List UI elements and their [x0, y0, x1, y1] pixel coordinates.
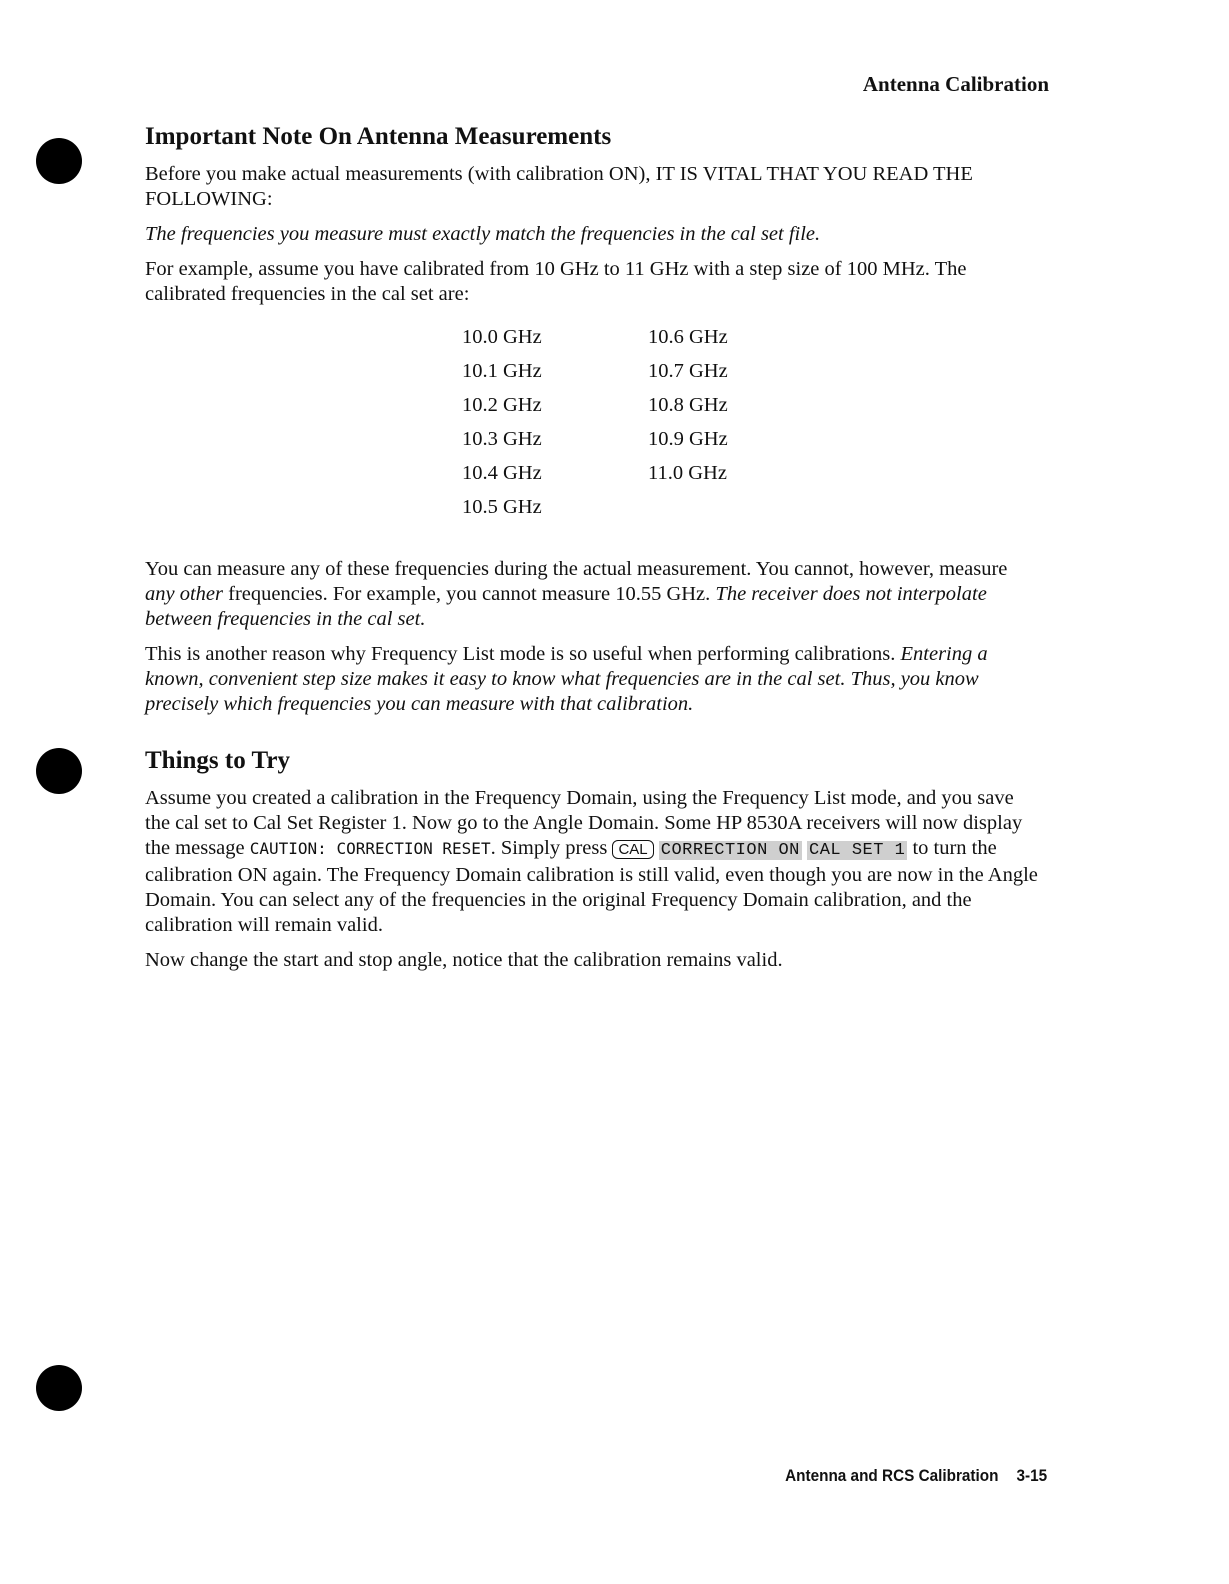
- emphasis-paragraph: The frequencies you measure must exactly match the frequencies in the cal set file.: [145, 223, 821, 245]
- section-important-note-continued: [145, 557, 1040, 717]
- text-run: You can measure any of these frequencies during the actual measurement. You cannot, however, measure: [145, 558, 1008, 580]
- text-run: to turn the calibration ON again. The Frequency Domain calibration is still valid, even though you are now in the Angle Domain. You can select any of the frequencies in the original Frequency Domain calibration, and the calibration will remain valid.: [145, 837, 1038, 936]
- text-run: . Simply press: [490, 837, 613, 859]
- running-header: Antenna Calibration: [862, 72, 1049, 96]
- paragraph: Now change the start and stop angle, notice that the calibration remains valid.: [145, 949, 783, 971]
- cal-set-1-softkey: CAL SET 1: [809, 841, 906, 860]
- binder-hole: [36, 138, 82, 184]
- paragraph: [145, 642, 1040, 717]
- text-run: Assume you created a calibration in the Frequency Domain, using the Frequency List mode, and you save the cal set to Cal Set Register 1. Now go to the Angle Domain. Some HP 8530A receivers will now display the message: [145, 787, 1023, 859]
- text-run: frequencies. For example, you cannot measure 10.55 GHz.: [223, 583, 716, 605]
- footer-title: Antenna and RCS Calibration: [785, 1466, 999, 1485]
- emphasis-text: Entering a known, convenient step size makes it easy to know what frequencies are in the cal set. Thus, you know precisely which frequencies you can measure with that calibration.: [145, 643, 988, 715]
- correction-on-softkey: CORRECTION ON: [660, 841, 800, 860]
- frequency-item: 10.0 GHz: [462, 326, 542, 348]
- frequency-column-2: [648, 325, 728, 495]
- frequency-item: 10.5 GHz: [462, 496, 542, 518]
- frequency-item: 10.2 GHz: [462, 394, 542, 416]
- emphasis-text: The receiver does not interpolate between frequencies in the cal set.: [145, 583, 987, 630]
- frequency-item: 10.1 GHz: [462, 360, 542, 382]
- section-important-note: [145, 122, 1040, 307]
- frequency-item: 10.8 GHz: [648, 394, 728, 416]
- text-run: This is another reason why Frequency List mode is so useful when performing calibrations.: [145, 643, 901, 665]
- emphasis-text: any other: [145, 583, 223, 605]
- section-heading: Important Note On Antenna Measurements: [145, 123, 612, 150]
- paragraph: [145, 557, 1040, 632]
- section-heading: Things to Try: [145, 747, 290, 774]
- page-number: 3-15: [1016, 1466, 1047, 1485]
- frequency-item: 10.4 GHz: [462, 462, 542, 484]
- frequency-item: 10.3 GHz: [462, 428, 542, 450]
- paragraph: Before you make actual measurements (with calibration ON), IT IS VITAL THAT YOU READ THE FOLLOWING:: [145, 163, 973, 210]
- paragraph: [145, 786, 1040, 938]
- display-message: CAUTION: CORRECTION RESET: [249, 839, 491, 858]
- frequency-item: 10.9 GHz: [648, 428, 728, 450]
- binder-hole: [36, 748, 82, 794]
- paragraph: For example, assume you have calibrated from 10 GHz to 11 GHz with a step size of 100 MHz. The calibrated frequencies in the cal set are:: [145, 258, 967, 305]
- frequency-item: 10.6 GHz: [648, 326, 728, 348]
- section-things-to-try: [145, 746, 1040, 973]
- frequency-item: 10.7 GHz: [648, 360, 728, 382]
- running-footer: [785, 1466, 1047, 1486]
- cal-hardkey: CAL: [612, 840, 653, 859]
- frequency-item: 11.0 GHz: [648, 462, 727, 484]
- binder-hole: [36, 1365, 82, 1411]
- frequency-column-1: [462, 325, 542, 529]
